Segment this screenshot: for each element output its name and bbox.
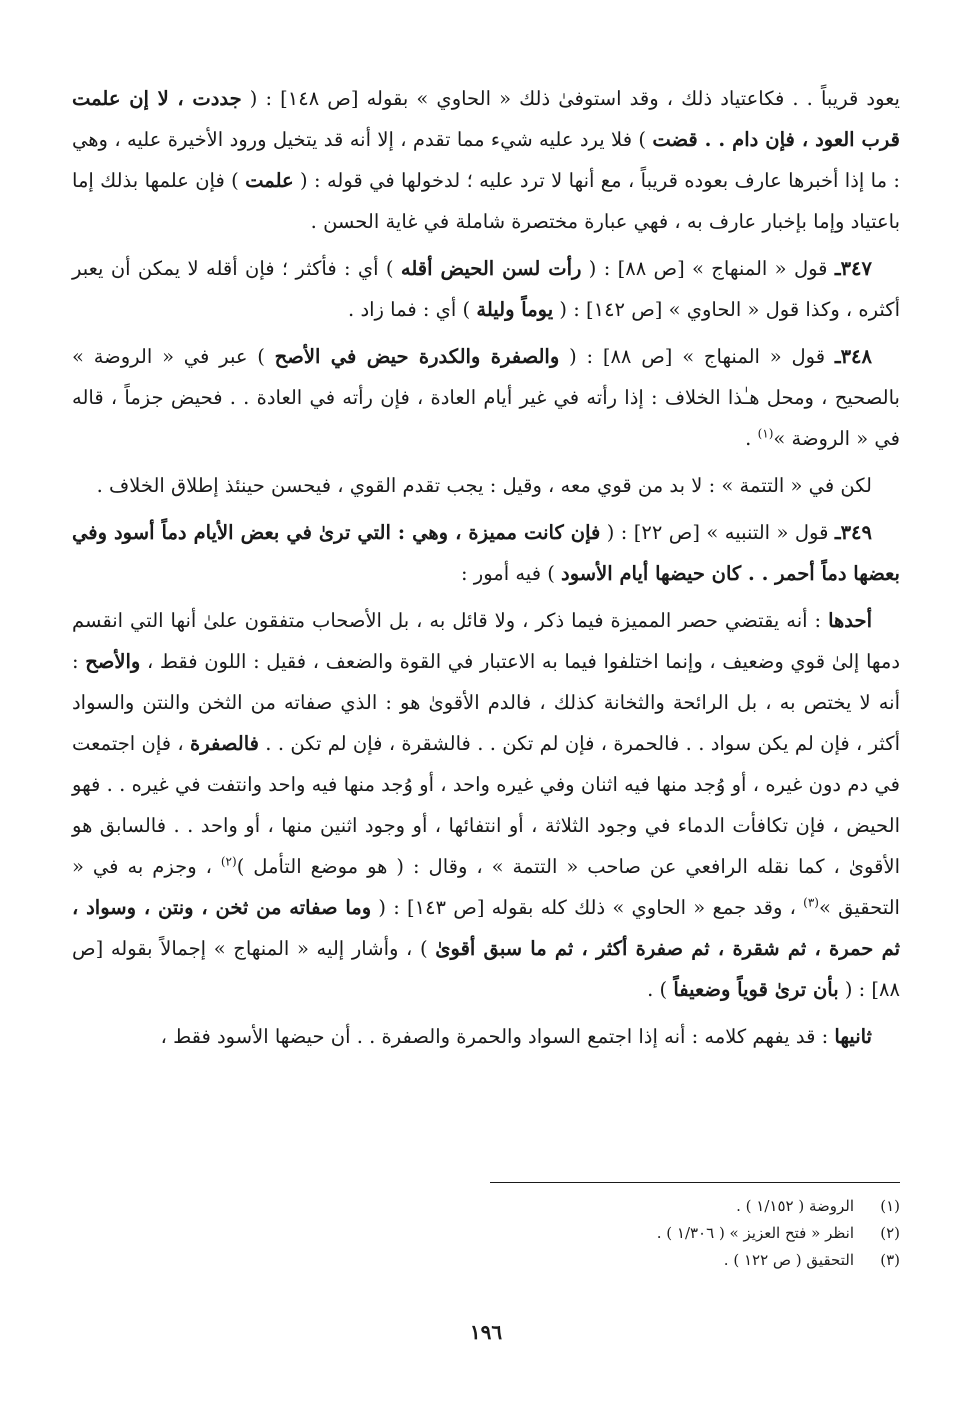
text-run: ) أي : فما زاد . [348,298,477,321]
text-run: : أنه يقتضي حصر المميزة فيما ذكر ، ولا قائل به ، بل الأصحاب متفقون علىٰ أنها التي انقسم دمها إلىٰ قوي وضعيف ، وإنما اختلفوا فيما به الاعتبار في القوة والضعف ، فقيل : اللون فقط ، [72,609,900,673]
footnote-ref: (٢) [220,854,237,869]
footnote [490,1220,900,1247]
text-run: قول « المنهاج » [ص ٨٨] : ( [559,345,835,368]
footnote-number: (١) [880,1197,900,1215]
paragraph-p348 [72,336,900,459]
paragraph-p349 [72,512,900,594]
text-run: : قد يفهم كلامه : أنه إذا اجتمع السواد والحمرة والصفرة . . أن حيضها الأسود فقط ، [160,1025,835,1048]
bold-text: فالصفرة [190,732,259,755]
bold-text: ٣٤٨ـ [834,345,872,368]
footnote-text: الروضة ( ١/١٥٢ ) . [736,1197,854,1215]
bold-text: فإن كانت مميزة ، وهي : التي ترىٰ في بعض الأيام دماً أسود وفي بعضها دماً أحمر . . كان حيضها أيام الأسود [72,521,900,585]
bold-text: يوماً وليلة [476,298,554,321]
footnote-number: (٢) [880,1224,900,1242]
text-run: ) عبر في « الروضة » بالصحيح ، ومحل هـٰذا الخلاف : إذا رأته في غير أيام العادة ، فإن رأته في العادة . . فحيض جزماً ، قاله في « الروضة » [72,345,900,450]
text-run: يعود قريباً . . فكاعتياد ذلك ، وقد استوفىٰ ذلك « الحاوي » بقوله [ص ١٤٨] : ( [241,87,900,110]
text-run: : أنه لا يختص به ، بل الرائحة والثخانة كذلك ، فالدم الأقوىٰ هو : الذي صفاته من الثخن والنتن والسواد أكثر ، فإن لم يكن سواد . . فالحمرة ، فإن لم تكن . . فالشقرة ، فإن لم تكن . . [72,650,900,755]
bold-text: بأن ترىٰ قوياً وضعيفاً [673,978,839,1001]
footnote-ref: (٣) [803,895,819,910]
text-run: ، وقد جمع « الحاوي » ذلك كله بقوله [ص ١٤٣] : ( [371,896,804,919]
footnote-number: (٣) [880,1251,900,1269]
page-number: ١٩٦ [469,1320,503,1344]
text-run: ، وجزم به في « التحقيق » [72,855,900,919]
paragraph-p348b [72,465,900,506]
bold-text: ٣٤٩ـ [834,521,872,544]
footnote-text: التحقيق ( ص ١٢٢ ) . [723,1251,854,1269]
text-run: ) فإن علمها بذلك إما باعتياد وإما بإخبار عارف به ، فهي عبارة مختصرة شاملة في غاية الحسن . [72,169,900,233]
footnote [490,1193,900,1220]
bold-text: علمت [245,169,294,192]
footnote [490,1247,900,1274]
text-run: لكن في « التتمة » : لا بد من قوي معه ، وقيل : يجب تقدم القوي ، فيحسن حينئذ إطلاق الخلاف . [96,474,872,497]
footnote-text: انظر « فتح العزيز » ( ١/٣٠٦ ) . [656,1224,854,1242]
paragraph-p347 [72,248,900,330]
bold-text: ثانيها [834,1025,872,1048]
bold-text: ٣٤٧ـ [834,257,872,280]
bold-text: وما صفاته من ثخن ، ونتن ، وسواد ، ثم حمرة ، ثم شقرة ، ثم صفرة أكثر ، ثم ما سبق أقوىٰ [72,896,900,960]
footnotes [490,1182,900,1274]
main-text [72,78,900,1057]
text-run: ) فلا يرد عليه شيء مما تقدم ، إلا أنه قد يتخيل ورود الأخيرة عليه ، وهي : ما إذا أخبرها عارف بعوده قريباً ، مع أنها لا ترد عليه ؛ لدخولها في قوله : ( [72,128,900,192]
footnote-ref: (١) [757,426,774,441]
text-run: ) أي : فأكثر ؛ فإن أقله لا يمكن أن يعبر أكثره ، وكذا قول « الحاوي » [ص ١٤٢] : ( [72,257,900,321]
bold-text: والصفرة والكدرة حيض في الأصح [274,345,560,368]
paragraph-p349a [72,600,900,1010]
bold-text: رأت لسن الحيض أقله [400,257,582,280]
paragraph-p349b [72,1016,900,1057]
text-run: ، فإن اجتمعت في دم دون غيره ، أو وُجد منها فيه اثنان وفي غيره واحد ، أو وُجد منها فيه واحد وانتفت في غيره . . فهو الحيض ، فإن تكافأت الدماء في وجود الثلاثة ، أو انتفائها ، أو وجود اثنين منها ، أو واحد . . فالسابق هو الأقوىٰ ، كما نقله الرافعي عن صاحب « التتمة » ، وقال : ( هو موضع التأمل ) [72,732,900,878]
text-run: ) ، وأشار إليه « المنهاج » إجمالاً بقوله [ص ٨٨] : ( [72,937,900,1001]
text-run: قول « المنهاج » [ص ٨٨] : ( [581,257,835,280]
bold-text: والأصح [85,650,141,673]
bold-text: أحدها [828,609,872,632]
text-run: ) . [647,978,674,1001]
text-run: ) فيه أمور : [461,562,562,585]
paragraph-p1 [72,78,900,242]
text-run: قول « التنبيه » [ص ٢٢] : ( [600,521,835,544]
text-run: . [745,427,758,450]
bold-text: جددت ، لا إن علمت قرب العود ، فإن دام . . قضت [72,87,900,151]
